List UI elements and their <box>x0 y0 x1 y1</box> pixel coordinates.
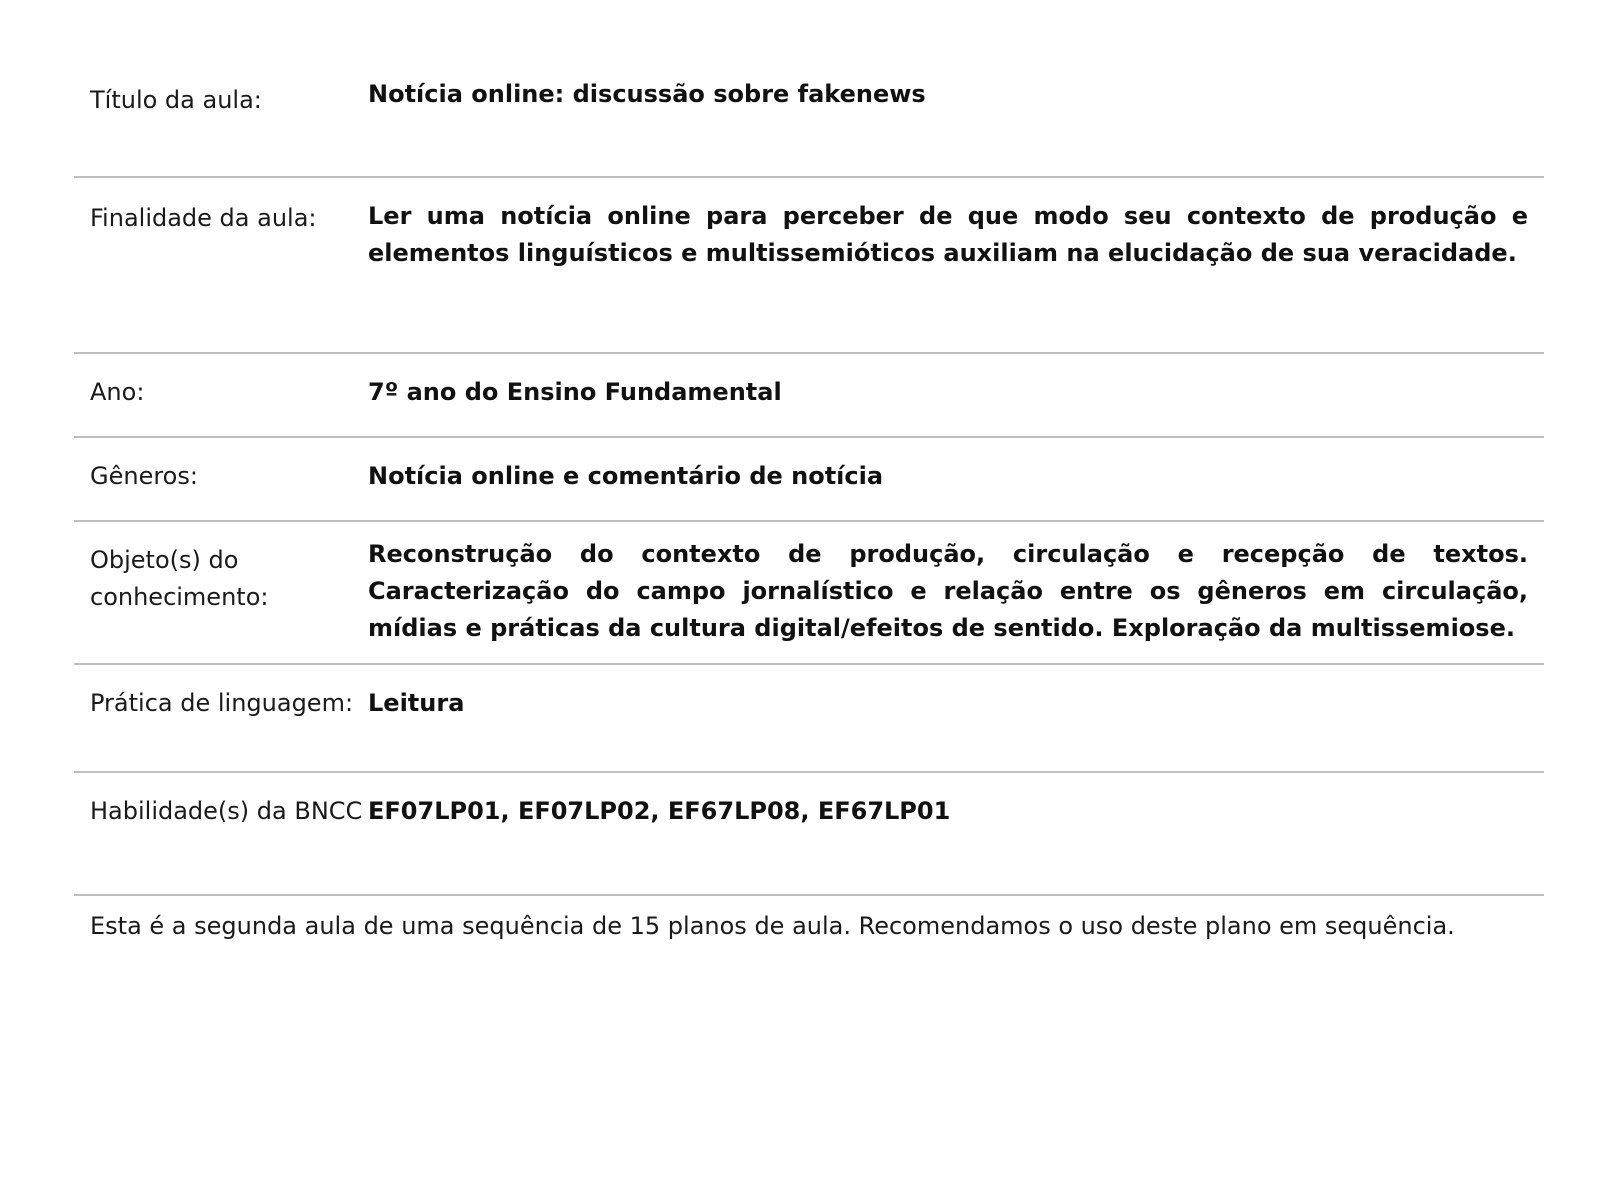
finalidade-value: Ler uma notícia online para perceber de que modo seu contexto de produção e elementos linguísticos e multissemióticos auxiliam na elucidação de sua veracidade. <box>368 202 1528 267</box>
generos-value: Notícia online e comentário de notícia <box>368 462 884 490</box>
pratica-label: Prática de linguagem: <box>90 689 354 717</box>
row-finalidade <box>74 178 1544 354</box>
row-generos <box>74 438 1544 522</box>
row-pratica-linguagem <box>74 665 1544 773</box>
sequence-note: Esta é a segunda aula de uma sequência de 15 planos de aula. Recomendamos o uso deste plano em sequência. <box>90 912 1455 940</box>
row-objeto-conhecimento <box>74 522 1544 665</box>
pratica-value: Leitura <box>368 689 465 717</box>
objeto-label: Objeto(s) do conhecimento: <box>90 546 269 611</box>
ano-value: 7º ano do Ensino Fundamental <box>368 378 782 406</box>
lesson-plan-table <box>74 52 1544 945</box>
row-titulo <box>74 52 1544 178</box>
generos-label: Gêneros: <box>90 462 198 490</box>
row-habilidades-bncc <box>74 773 1544 896</box>
titulo-label: Título da aula: <box>90 86 262 114</box>
ano-label: Ano: <box>90 378 145 406</box>
habilidade-label: Habilidade(s) da BNCC <box>90 797 363 825</box>
finalidade-label: Finalidade da aula: <box>90 204 317 232</box>
habilidade-value: EF07LP01, EF07LP02, EF67LP08, EF67LP01 <box>368 797 951 825</box>
objeto-value: Reconstrução do contexto de produção, circulação e recepção de textos. Caracterização do campo jornalístico e relação entre os gêneros em circulação, mídias e práticas da cultura digital/efeitos de sentido. Exploração da multissemiose. <box>368 540 1528 642</box>
titulo-value: Notícia online: discussão sobre fakenews <box>368 80 926 108</box>
row-ano <box>74 354 1544 438</box>
